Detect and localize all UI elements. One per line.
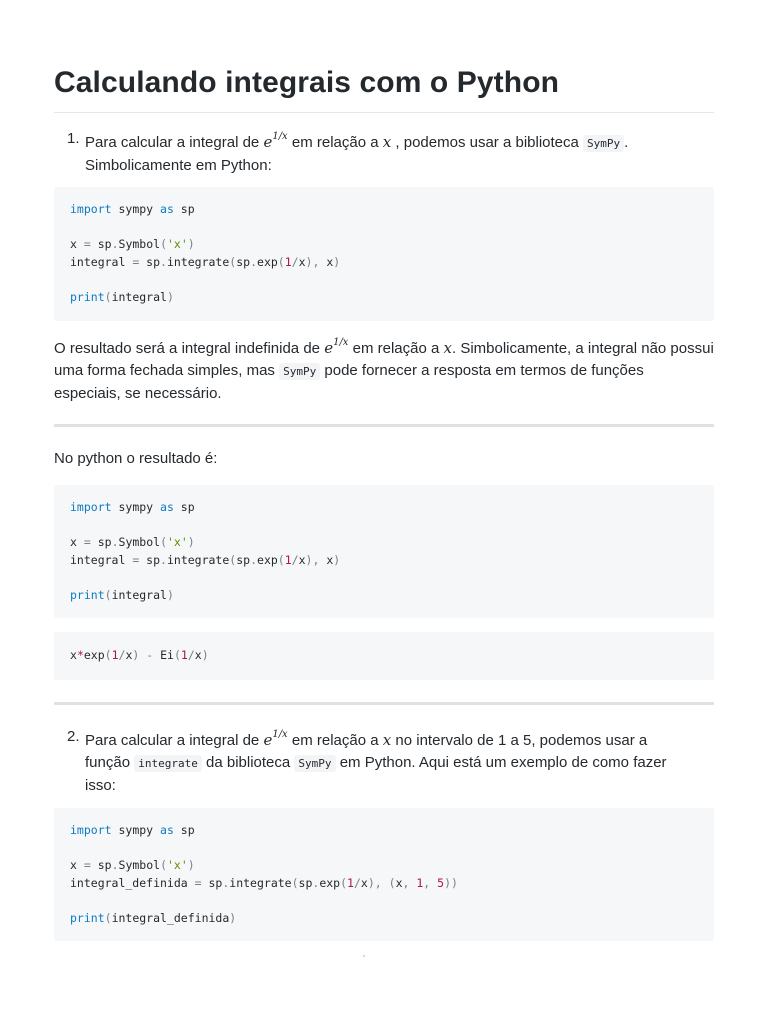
text-segment: no intervalo de 1 a 5, podemos usar a [395, 732, 648, 749]
text-segment: em Python. Aqui está um exemplo de como fazer [339, 754, 667, 771]
math-expression [263, 133, 287, 151]
list-number: 2. [67, 728, 80, 745]
inline-code: SymPy [294, 755, 335, 772]
title-divider [54, 112, 714, 113]
text-segment: . Simbolicamente, a integral não possui uma forma fechada simples, mas [54, 340, 714, 379]
output-block [54, 632, 714, 680]
text-segment: da biblioteca [206, 754, 291, 771]
math-variable: x [382, 731, 392, 749]
output-content: x*exp(1/x) - Ei(1/x) [70, 648, 209, 662]
list-number: 1. [67, 130, 80, 147]
list-item-text [85, 128, 705, 177]
list-item-text [85, 726, 705, 797]
code-block [54, 808, 714, 941]
math-exponent: 1/x [272, 729, 288, 740]
code-content: import sympy as sp x = sp.Symbol('x') integral_definida = sp.integrate(sp.exp(1/x), (x, 1, 5)) print(integral_definida) [70, 823, 458, 925]
code-content: import sympy as sp x = sp.Symbol('x') integral = sp.integrate(sp.exp(1/x), x) print(integral) [70, 500, 341, 602]
code-content: import sympy as sp x = sp.Symbol('x') integral = sp.integrate(sp.exp(1/x), x) print(integral) [70, 202, 341, 304]
code-block [54, 187, 714, 321]
decorative-dot [363, 955, 365, 957]
result-paragraph [54, 334, 714, 405]
text-segment: pode fornecer a resposta em termos de funções especiais, se necessário. [54, 362, 644, 402]
math-base: e [263, 731, 273, 749]
text-segment: Para calcular a integral de [85, 134, 260, 151]
text-segment: isso: [85, 777, 116, 794]
section-divider [54, 424, 714, 427]
math-expression [324, 339, 348, 357]
code-block [54, 485, 714, 618]
text-segment: função [85, 754, 131, 771]
text-segment: em relação a [352, 340, 440, 357]
math-variable: x [443, 339, 452, 357]
math-base: e [263, 133, 273, 151]
text-segment: em relação a [291, 134, 379, 151]
text-segment: , podemos usar a biblioteca [395, 134, 579, 151]
text-segment: . [624, 134, 629, 151]
page-title: Calculando integrais com o Python [54, 66, 560, 99]
math-exponent: 1/x [272, 131, 288, 142]
text-segment: O resultado será a integral indefinida de [54, 340, 321, 357]
inline-code: SymPy [583, 135, 624, 152]
inline-code: SymPy [279, 363, 320, 380]
math-expression [263, 731, 287, 749]
math-variable: x [382, 133, 392, 151]
text-segment: em relação a [291, 732, 379, 749]
text-segment: Para calcular a integral de [85, 732, 260, 749]
text-segment: Simbolicamente em Python: [85, 157, 272, 174]
math-exponent: 1/x [333, 337, 349, 348]
section-divider [54, 702, 714, 705]
inline-code: integrate [134, 755, 202, 772]
math-base: e [324, 339, 334, 357]
output-intro: No python o resultado é: [54, 450, 218, 467]
